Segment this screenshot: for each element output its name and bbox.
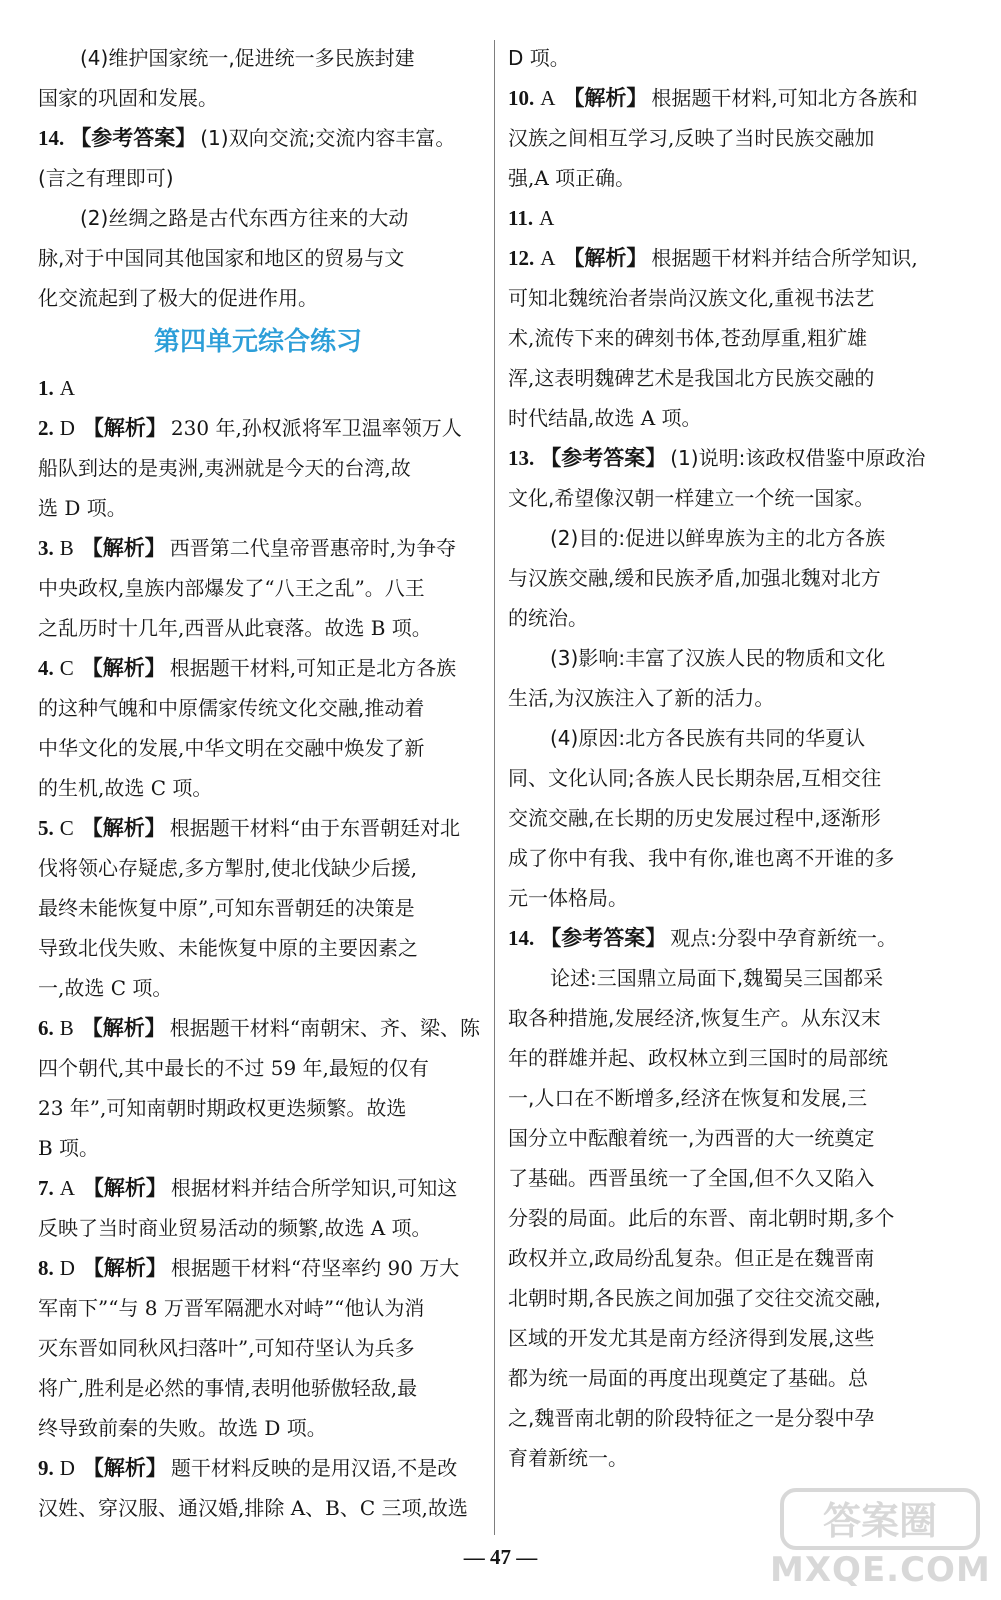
q10-answer: 10. A 【解析】 根据题干材料,可知北方各族和 xyxy=(508,86,918,110)
text-line: 化交流起到了极大的促进作用。 xyxy=(38,286,318,310)
text-line: 国分立中酝酿着统一,为西晋的大一统奠定 xyxy=(508,1126,875,1150)
text-line: 文化,希望像汉朝一样建立一个统一国家。 xyxy=(508,486,875,510)
q6-answer: 6. B 【解析】 根据题干材料“南朝宋、齐、梁、陈 xyxy=(38,1016,480,1040)
text-line: 同、文化认同;各族人民长期杂居,互相交往 xyxy=(508,766,882,790)
text-line: 生活,为汉族注入了新的活力。 xyxy=(508,686,775,710)
watermark-stamp-icon xyxy=(778,1484,983,1554)
q3-answer: 3. B 【解析】 西晋第二代皇帝晋惠帝时,为争夺 xyxy=(38,536,457,560)
text-line: 将广,胜利是必然的事情,表明他骄傲轻敌,最 xyxy=(38,1376,418,1400)
text-line: 最终未能恢复中原”,可知东晋朝廷的决策是 xyxy=(38,896,415,920)
text-line: 元一体格局。 xyxy=(508,886,628,910)
text-line: 中华文化的发展,中华文明在交融中焕发了新 xyxy=(38,736,425,760)
text-line: 了基础。西晋虽统一了全国,但不久又陷入 xyxy=(508,1166,875,1190)
watermark-stamp-text: 答案圈 xyxy=(822,1499,938,1543)
text-line: 取各种措施,发展经济,恢复生产。从东汉末 xyxy=(508,1006,881,1030)
text-line: 军南下”“与 8 万晋军隔淝水对峙”“他认为消 xyxy=(38,1296,425,1320)
text-line: 浑,这表明魏碑艺术是我国北方民族交融的 xyxy=(508,366,875,390)
text-line: 脉,对于中国同其他国家和地区的贸易与文 xyxy=(38,246,405,270)
text-line: 选 D 项。 xyxy=(38,496,127,520)
text-line: (3)影响:丰富了汉族人民的物质和文化 xyxy=(550,646,886,670)
q8-answer: 8. D 【解析】 根据题干材料“苻坚率约 90 万大 xyxy=(38,1256,460,1280)
text-line: D 项。 xyxy=(508,46,570,70)
text-line: 伐将领心存疑虑,多方掣肘,使北伐缺少后援, xyxy=(38,856,418,880)
page-number: — 47 — xyxy=(463,1545,538,1569)
text-line: 导致北伐失败、未能恢复中原的主要因素之 xyxy=(38,936,418,960)
column-divider xyxy=(494,40,495,1535)
watermark xyxy=(770,1478,990,1596)
text-line: 年的群雄并起、政权林立到三国时的局部统 xyxy=(508,1046,888,1070)
text-line: 的这种气魄和中原儒家传统文化交融,推动着 xyxy=(38,696,425,720)
text-line: 术,流传下来的碑刻书体,苍劲厚重,粗犷雄 xyxy=(508,326,868,350)
q2-answer: 2. D 【解析】 230 年,孙权派将军卫温率领万人 xyxy=(38,416,462,440)
text-line: (2)目的:促进以鲜卑族为主的北方各族 xyxy=(550,526,886,550)
text-line: 一,人口在不断增多,经济在恢复和发展,三 xyxy=(508,1086,868,1110)
q9-answer: 9. D 【解析】 题干材料反映的是用汉语,不是改 xyxy=(38,1456,458,1480)
text-line: 都为统一局面的再度出现奠定了基础。总 xyxy=(508,1366,868,1390)
text-line: 与汉族交融,缓和民族矛盾,加强北魏对北方 xyxy=(508,566,881,590)
text-line: 育着新统一。 xyxy=(508,1446,628,1470)
text-line: 汉族之间相互学习,反映了当时民族交融加 xyxy=(508,126,875,150)
text-line: 政权并立,政局纷乱复杂。但正是在魏晋南 xyxy=(508,1246,875,1270)
text-line: 区域的开发尤其是南方经济得到发展,这些 xyxy=(508,1326,875,1350)
q4-answer: 4. C 【解析】 根据题干材料,可知正是北方各族 xyxy=(38,656,457,680)
text-line: 交流交融,在长期的历史发展过程中,逐渐形 xyxy=(508,806,881,830)
text-line: 可知北魏统治者崇尚汉族文化,重视书法艺 xyxy=(508,286,875,310)
q5-answer: 5. C 【解析】 根据题干材料“由于东晋朝廷对北 xyxy=(38,816,460,840)
text-line: (言之有理即可) xyxy=(38,166,174,190)
text-line: 之,魏晋南北朝的阶段特征之一是分裂中孕 xyxy=(508,1406,875,1430)
text-line: 北朝时期,各民族之间加强了交往交流交融, xyxy=(508,1286,881,1310)
section-title: 第四单元综合练习 xyxy=(153,327,362,357)
q7-answer: 7. A 【解析】 根据材料并结合所学知识,可知这 xyxy=(38,1176,458,1200)
text-line: (2)丝绸之路是古代东西方往来的大动 xyxy=(80,206,409,230)
text-line: 强,A 项正确。 xyxy=(508,166,636,190)
text-line: 灭东晋如同秋风扫落叶”,可知苻坚认为兵多 xyxy=(38,1336,415,1360)
text-line: 一,故选 C 项。 xyxy=(38,976,173,1000)
text-line: 之乱历时十几年,西晋从此衰落。故选 B 项。 xyxy=(38,616,432,640)
text-line: 四个朝代,其中最长的不过 59 年,最短的仅有 xyxy=(38,1056,429,1080)
q1-answer: 1. A xyxy=(38,376,75,400)
text-line: 的生机,故选 C 项。 xyxy=(38,776,213,800)
text-line: 国家的巩固和发展。 xyxy=(38,86,218,110)
text-line: 终导致前秦的失败。故选 D 项。 xyxy=(38,1416,327,1440)
text-line: B 项。 xyxy=(38,1136,100,1160)
text-line: 反映了当时商业贸易活动的频繁,故选 A 项。 xyxy=(38,1216,432,1240)
text-line: 分裂的局面。此后的东晋、南北朝时期,多个 xyxy=(508,1206,895,1230)
q14-answer: 14. 【参考答案】 观点:分裂中孕育新统一。 xyxy=(508,926,897,950)
q11-answer: 11. A xyxy=(508,206,555,230)
q13-answer: 13. 【参考答案】 (1)说明:该政权借鉴中原政治 xyxy=(508,446,926,470)
text-line: 的统治。 xyxy=(508,606,588,630)
text-line: 时代结晶,故选 A 项。 xyxy=(508,406,702,430)
text-line: 23 年”,可知南朝时期政权更迭频繁。故选 xyxy=(38,1096,407,1120)
q14-answer: 14. 【参考答案】 (1)双向交流;交流内容丰富。 xyxy=(38,126,456,150)
text-line: (4)维护国家统一,促进统一多民族封建 xyxy=(80,46,415,70)
watermark-text: MXQE.COM xyxy=(770,1550,991,1590)
text-line: 汉姓、穿汉服、通汉婚,排除 A、B、C 三项,故选 xyxy=(38,1496,468,1520)
text-line: 中央政权,皇族内部爆发了“八王之乱”。八王 xyxy=(38,576,425,600)
text-line: 成了你中有我、我中有你,谁也离不开谁的多 xyxy=(508,846,895,870)
text-line: 论述:三国鼎立局面下,魏蜀吴三国都采 xyxy=(550,966,884,990)
q12-answer: 12. A 【解析】 根据题干材料并结合所学知识, xyxy=(508,246,918,270)
text-line: 船队到达的是夷洲,夷洲就是今天的台湾,故 xyxy=(38,456,411,480)
text-line: (4)原因:北方各民族有共同的华夏认 xyxy=(550,726,866,750)
